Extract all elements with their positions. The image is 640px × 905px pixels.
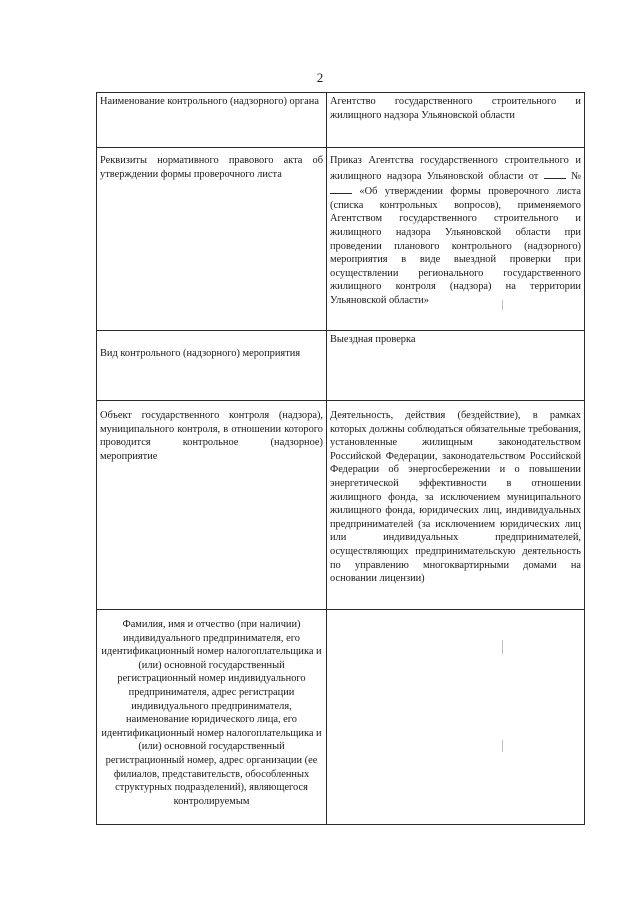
kind-value: Выездная проверка <box>327 331 585 401</box>
page-number: 2 <box>316 70 324 85</box>
table-row-kind <box>97 331 585 401</box>
entrepreneur-label: Фамилия, имя и отчество (при наличии) индивидуального предпринимателя, его идентификационный номер налогоплательщика и (или) основной государственный регистрационный номер индивидуального предпринимателя, адрес регистрации индивидуального предпринимателя, наименование юридического лица, его идентификационный номер налогоплательщика и (или) основной государственный регистрационный номер, адрес организации (ее филиалов, представительств, обособленных структурных подразделений), являющегося контролируемым <box>97 610 327 825</box>
table-row-requisites <box>97 148 585 331</box>
requisites-value <box>327 148 585 331</box>
authority-label: Наименование контрольного (надзорного) органа <box>97 93 327 148</box>
scan-artifact <box>502 640 503 654</box>
requisites-label: Реквизиты нормативного правового акта об утверждении формы проверочного листа <box>97 148 327 331</box>
checklist-form-table <box>96 92 585 825</box>
table-row-authority <box>97 93 585 148</box>
requisites-value-before-date: Приказ Агентства государственного строительного и жилищного надзора Ульяновской области от <box>330 155 581 182</box>
number-sign: № <box>571 170 581 182</box>
kind-label: Вид контрольного (надзорного) мероприятия <box>97 331 327 401</box>
requisites-value-after-number: «Об утверждении формы проверочного листа (списка контрольных вопросов), применяемого Агентством государственного строительного и жилищного надзора Ульяновской области при проведении планового контрольного (надзорного) мероприятия в виде выездной проверки при осуществлении регионального государственного жилищного контроля (надзора) на территории Ульяновской области» <box>330 186 581 306</box>
date-blank-line <box>544 168 566 179</box>
object-label: Объект государственного контроля (надзора), муниципального контроля, в отношении которого проводится контрольное (надзорное) мероприятие <box>97 401 327 610</box>
number-blank-line <box>330 183 352 194</box>
object-value: Деятельность, действия (бездействие), в рамках которых должны соблюдаться обязательные требования, установленные жилищным законодательством Российской Федерации, законодательством Российской Федерации об энергосбережении и о повышении энергетической эффективности в отношении жилищного фонда, за исключением муниципального жилищного фонда, юридических лиц, индивидуальных предпринимателей (за исключением юридических лиц или индивидуальных предпринимателей, осуществляющих предпринимательскую деятельность по управлению многоквартирными домами на основании лицензии) <box>327 401 585 610</box>
table-row-object <box>97 401 585 610</box>
authority-value: Агентство государственного строительного и жилищного надзора Ульяновской области <box>327 93 585 148</box>
entrepreneur-value <box>327 610 585 825</box>
table-row-entrepreneur <box>97 610 585 825</box>
scan-artifact <box>502 300 503 310</box>
scan-artifact <box>502 740 503 752</box>
